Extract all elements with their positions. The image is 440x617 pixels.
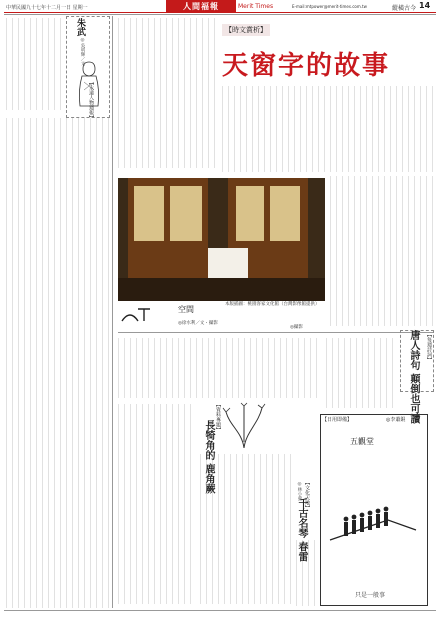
header-section: 縱橫古今 — [392, 5, 417, 12]
photo-credit: ◎攝影 — [290, 325, 303, 330]
qin-article-author: ◎林小燕 — [297, 482, 302, 501]
feature-text-mid — [222, 86, 302, 172]
space-title: 空間 — [178, 305, 194, 314]
left-text-block — [6, 18, 66, 110]
cartoon-label: 【日用即備】 — [322, 417, 353, 423]
feature-text-right — [306, 86, 434, 172]
left-body-text — [6, 118, 110, 608]
section-divider — [118, 332, 434, 333]
header-rule — [4, 12, 436, 13]
fern-text-left — [118, 404, 194, 604]
masthead-english: Merit Times — [238, 3, 274, 10]
photo-caption: 本版插圖：桃園客家文化館（台灣影像館提供） — [225, 302, 320, 307]
feature-photo — [118, 178, 325, 301]
qin-article-label: 【文化天地】 — [304, 480, 310, 510]
fern-text-right — [200, 454, 292, 604]
space-author: ◎徐水利／文・攝影 — [178, 321, 218, 326]
cartoon-author: ◎李蕭錕 — [386, 417, 406, 423]
fern-article-title: 長犄角的 鹿角蕨 — [203, 420, 214, 494]
feature-text-left — [118, 18, 216, 168]
poem-article-title: 唐人詩句 顛倒也可讀 — [408, 330, 419, 424]
left-article-label: 【永遠人物週報】 — [88, 80, 94, 120]
qin-article-text — [296, 540, 316, 606]
cartoon-drawing — [328, 500, 418, 560]
fern-article-label: 【資料專題】 — [215, 402, 221, 432]
header-rule-thin — [4, 14, 436, 15]
feature-kicker: 【時文賞析】 — [222, 24, 270, 36]
fern-illustration — [222, 402, 266, 450]
tea-logo-stamp — [120, 305, 154, 325]
poem-article-label: 【每週詩詞】 — [426, 332, 432, 362]
portrait-illustration — [74, 58, 104, 108]
left-article-title: 朱武 — [75, 18, 85, 36]
header-email: E-mail:mtpower@merit-times.com.tw — [292, 4, 367, 9]
header-date: 中華民國九十七年十二月一日 星期一 — [6, 5, 88, 11]
page-number: 14 — [419, 1, 431, 10]
cartoon-title: 五觀堂 — [350, 437, 374, 446]
cartoon-caption: 只是一般事 — [355, 592, 386, 599]
left-article-author: ◎吳明輝／文 — [80, 38, 85, 66]
footer-rule — [4, 610, 436, 611]
column-divider — [112, 16, 113, 608]
space-article-text — [118, 338, 318, 398]
masthead: 人間福報 — [166, 0, 236, 12]
qin-article-title: 千古名琴 春雷 — [296, 498, 307, 562]
poem-article-text — [326, 338, 398, 408]
feature-headline: 天窗字的故事 — [222, 51, 391, 81]
